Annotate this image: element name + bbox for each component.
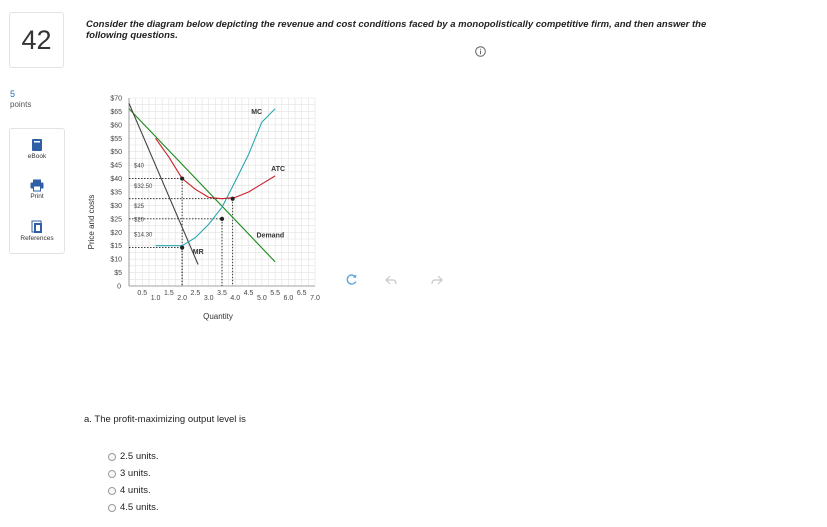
intersection-point <box>180 245 184 249</box>
x-tick-label: 6.5 <box>296 290 307 297</box>
cost-revenue-chart <box>85 88 325 338</box>
intersection-point <box>180 176 184 180</box>
x-tick-label: 5.0 <box>256 295 267 302</box>
ebook-button[interactable] <box>10 138 64 160</box>
option-4-units[interactable] <box>108 482 159 499</box>
question-text: Consider the diagram below depicting the revenue and cost conditions faced by a monopolistically competitive firm, and then answer the following questions. <box>86 19 707 41</box>
price-label: $14.30 <box>134 232 153 239</box>
points-label: points <box>10 100 32 109</box>
price-label: $25 <box>134 203 145 210</box>
ebook-label: eBook <box>27 153 47 160</box>
curve-label: ATC <box>271 166 286 174</box>
y-tick-label: $65 <box>110 108 122 116</box>
price-label: $32.50 <box>134 183 153 190</box>
references-label: References <box>20 235 54 242</box>
option-label: 4.5 units. <box>120 502 159 513</box>
x-tick-label: 3.0 <box>203 295 214 302</box>
y-tick-label: $15 <box>110 243 122 251</box>
intersection-point <box>231 197 235 201</box>
y-tick-label: $50 <box>110 149 122 157</box>
redo-icon[interactable] <box>431 273 443 291</box>
y-tick-label: $55 <box>110 135 122 143</box>
x-tick-label: 1.0 <box>150 295 161 302</box>
undo-icon[interactable] <box>385 273 397 291</box>
info-icon[interactable] <box>475 44 486 62</box>
option-label: 3 units. <box>120 468 151 479</box>
y-tick-label: $5 <box>114 270 122 278</box>
x-tick-label: 3.5 <box>217 290 227 297</box>
question-number-box <box>9 12 64 68</box>
y-tick-label: $35 <box>110 189 122 197</box>
print-icon <box>30 179 44 192</box>
price-label: $20 <box>134 217 145 224</box>
y-tick-label: $45 <box>110 162 122 170</box>
option-4-5-units[interactable] <box>108 499 159 516</box>
price-label: $40 <box>134 163 145 170</box>
y-tick-label: $10 <box>110 256 122 264</box>
curve-label: MR <box>192 248 204 256</box>
option-label: 2.5 units. <box>120 451 159 462</box>
references-button[interactable] <box>10 220 64 242</box>
print-label: Print <box>30 193 44 200</box>
x-tick-label: 0.5 <box>137 290 148 297</box>
curve-label: MC <box>251 109 263 117</box>
refresh-icon[interactable] <box>345 273 358 291</box>
curve-label: Demand <box>256 232 285 240</box>
x-tick-label: 7.0 <box>310 295 320 302</box>
y-tick-label: $30 <box>110 202 122 210</box>
y-tick-label: $25 <box>110 216 122 224</box>
x-axis-label: Quantity <box>203 312 233 321</box>
answer-options <box>108 448 159 516</box>
x-tick-label: 4.0 <box>230 295 241 302</box>
option-2-5-units[interactable] <box>108 448 159 465</box>
print-button[interactable] <box>10 179 64 200</box>
option-label: 4 units. <box>120 485 151 496</box>
radio-button[interactable] <box>108 504 116 512</box>
radio-button[interactable] <box>108 487 116 495</box>
intersection-point <box>220 217 224 221</box>
side-tools-panel <box>9 128 65 254</box>
y-tick-label: $20 <box>110 229 122 237</box>
y-tick-label: $60 <box>110 122 122 130</box>
references-icon <box>31 220 43 234</box>
x-tick-label: 5.5 <box>270 290 281 297</box>
x-tick-label: 1.5 <box>163 290 174 297</box>
option-3-units[interactable] <box>108 465 159 482</box>
radio-button[interactable] <box>108 470 116 478</box>
question-number: 42 <box>21 24 52 55</box>
x-tick-label: 2.0 <box>177 295 188 302</box>
y-tick-label: $40 <box>110 176 122 184</box>
x-tick-label: 2.5 <box>190 290 201 297</box>
points-value: 5 <box>10 89 16 99</box>
y-tick-label: $70 <box>110 95 122 103</box>
part-a-prompt: a. The profit-maximizing output level is <box>84 414 246 425</box>
x-tick-label: 4.5 <box>243 290 254 297</box>
x-tick-label: 6.0 <box>283 295 294 302</box>
radio-button[interactable] <box>108 453 116 461</box>
y-axis-label: Price and costs <box>87 194 96 250</box>
ebook-icon <box>31 138 43 152</box>
y-tick-label: 0 <box>117 283 121 291</box>
